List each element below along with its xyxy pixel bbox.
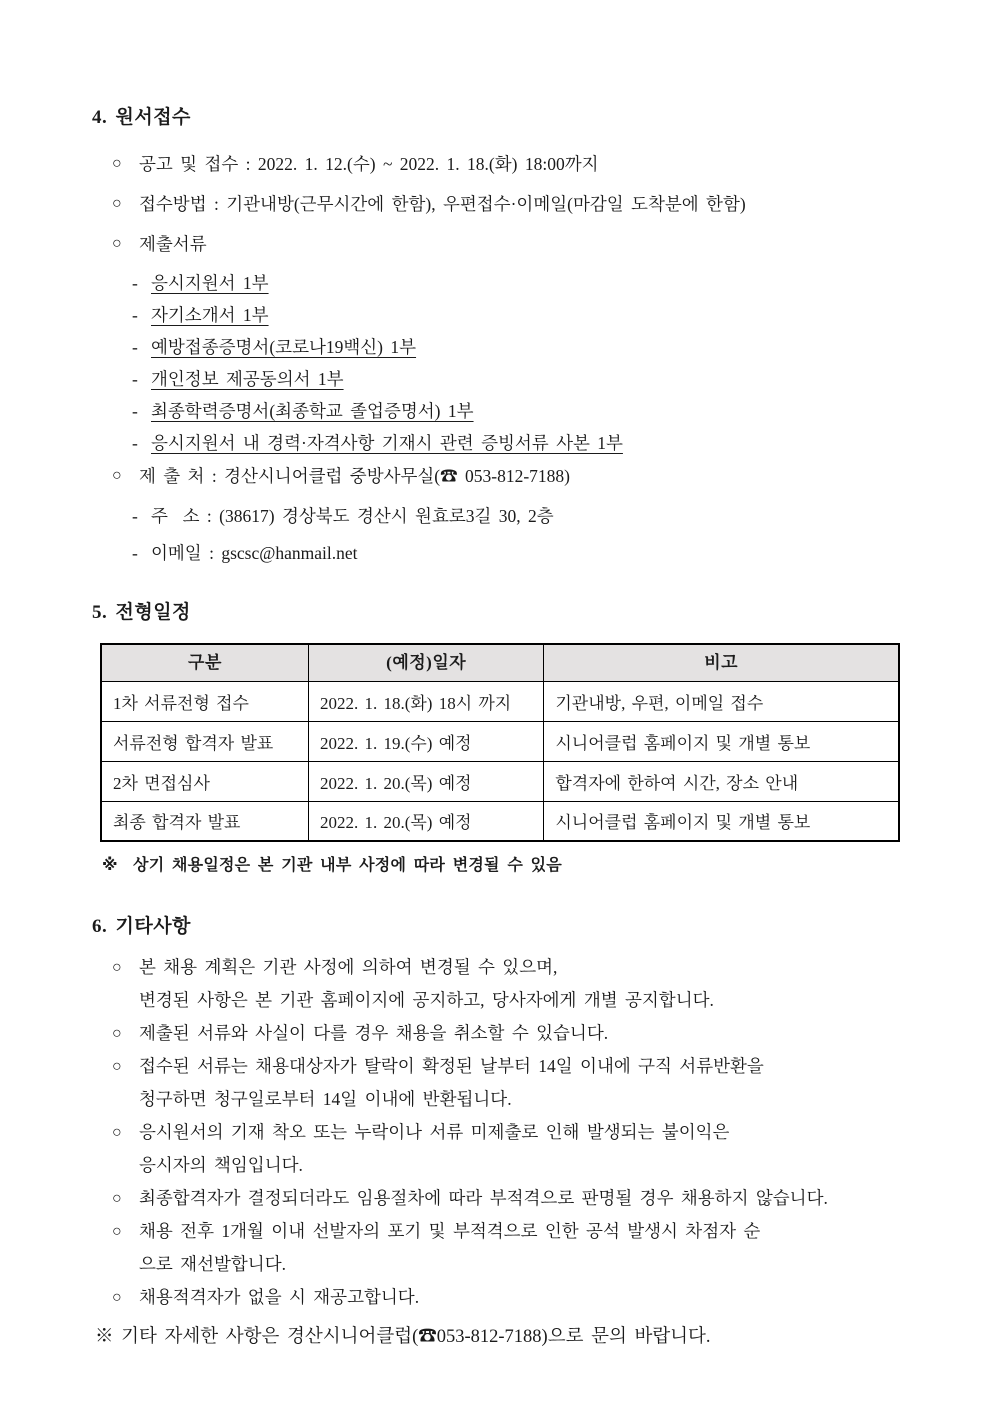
- etc-item-text: 본 채용 계획은 기관 사정에 의하여 변경될 수 있으며,: [139, 957, 558, 977]
- list-item: [112, 955, 922, 980]
- table-cell: 시니어클럽 홈페이지 및 개별 통보: [544, 801, 899, 841]
- contact-footer-note: ※ 기타 자세한 사항은 경산시니어클럽(☎053-812-7188)으로 문의 바랍니다.: [95, 1327, 711, 1347]
- table-cell: 2022. 1. 20.(목) 예정: [308, 801, 543, 841]
- section6-title: 6. 기타사항: [92, 916, 191, 937]
- section4-title: 4. 원서접수: [92, 107, 191, 128]
- application-period-text: 공고 및 접수 : 2022. 1. 12.(수) ~ 2022. 1. 18.(화) 18:00까지: [139, 154, 599, 174]
- list-item: [112, 1054, 922, 1079]
- table-cell: 최종 합격자 발표: [101, 801, 308, 841]
- schedule-change-note: ※ 상기 채용일정은 본 기관 내부 사정에 따라 변경될 수 있음: [102, 857, 562, 874]
- table-cell: 합격자에 한하여 시간, 장소 안내: [544, 761, 899, 801]
- etc-item-continuation: 으로 재선발합니다.: [139, 1254, 286, 1274]
- circle-bullet-icon: ○: [112, 1289, 122, 1306]
- etc-item-text: 제출된 서류와 사실이 다를 경우 채용을 취소할 수 있습니다.: [139, 1023, 609, 1043]
- document-item-text: 최종학력증명서(최종학교 졸업증명서) 1부: [151, 401, 474, 421]
- column-header: 비고: [544, 644, 899, 681]
- list-item: [132, 541, 922, 565]
- etc-item-continuation: 청구하면 청구일로부터 14일 이내에 반환됩니다.: [139, 1089, 512, 1109]
- list-item: [112, 464, 922, 488]
- circle-bullet-icon: ○: [112, 1058, 122, 1075]
- table-cell: 기관내방, 우편, 이메일 접수: [544, 681, 899, 721]
- etc-item-text: 최종합격자가 결정되더라도 임용절차에 따라 부적격으로 판명될 경우 채용하지 않습니다.: [139, 1188, 828, 1208]
- list-item: [132, 272, 922, 295]
- table-cell: 2차 면접심사: [101, 761, 308, 801]
- list-item: [132, 504, 922, 528]
- email-text: 이메일 : gscsc@hanmail.net: [151, 543, 358, 563]
- circle-bullet-icon: ○: [112, 1223, 122, 1240]
- circle-bullet-icon: ○: [112, 155, 122, 172]
- table-cell: 2022. 1. 20.(목) 예정: [308, 761, 543, 801]
- application-method-text: 접수방법 : 기관내방(근무시간에 한함), 우편접수·이메일(마감일 도착분에 한함): [139, 194, 746, 214]
- document-item-text: 예방접종증명서(코로나19백신) 1부: [151, 337, 417, 357]
- list-item: [132, 368, 922, 391]
- column-header: (예정)일자: [308, 644, 543, 681]
- dash-bullet: -: [132, 337, 138, 357]
- document-item-text: 응시지원서 내 경력·자격사항 기재시 관련 증빙서류 사본 1부: [151, 433, 623, 453]
- table-row: [101, 761, 899, 801]
- column-header: 구분: [101, 644, 308, 681]
- table-row: [101, 681, 899, 721]
- table-cell: 2022. 1. 18.(화) 18시 까지: [308, 681, 543, 721]
- circle-bullet-icon: ○: [112, 467, 122, 484]
- circle-bullet-icon: ○: [112, 195, 122, 212]
- etc-item-text: 응시원서의 기재 착오 또는 누락이나 서류 미제출로 인해 발생되는 불이익은: [139, 1122, 730, 1142]
- dash-bullet: -: [132, 305, 138, 325]
- table-header-row: [101, 644, 899, 681]
- etc-item-text: 접수된 서류는 채용대상자가 탈락이 확정된 날부터 14일 이내에 구직 서류반환을: [139, 1056, 764, 1076]
- address-text: 주 소 : (38617) 경상북도 경산시 원효로3길 30, 2층: [151, 506, 554, 526]
- dash-bullet: -: [132, 401, 138, 421]
- etc-item-continuation: 변경된 사항은 본 기관 홈페이지에 공지하고, 당사자에게 개별 공지합니다.: [139, 990, 714, 1010]
- document-item-text: 자기소개서 1부: [151, 305, 269, 325]
- dash-bullet: -: [132, 543, 138, 563]
- etc-item-text: 채용적격자가 없을 시 재공고합니다.: [139, 1287, 420, 1307]
- document-item-text: 응시지원서 1부: [151, 273, 269, 293]
- list-item: [112, 192, 922, 216]
- table-cell: 2022. 1. 19.(수) 예정: [308, 721, 543, 761]
- circle-bullet-icon: ○: [112, 1025, 122, 1042]
- list-item: [132, 336, 922, 359]
- list-item: [112, 152, 922, 176]
- dash-bullet: -: [132, 506, 138, 526]
- etc-item-continuation: 응시자의 책임입니다.: [139, 1155, 303, 1175]
- required-documents-label: 제출서류: [139, 234, 207, 254]
- list-item: [112, 1219, 922, 1244]
- list-item: [112, 1186, 922, 1211]
- etc-item-text: 채용 전후 1개월 이내 선발자의 포기 및 부적격으로 인한 공석 발생시 차점자 순: [139, 1221, 761, 1241]
- table-row: [101, 721, 899, 761]
- circle-bullet-icon: ○: [112, 959, 122, 976]
- table-cell: 서류전형 합격자 발표: [101, 721, 308, 761]
- table-row: [101, 801, 899, 841]
- circle-bullet-icon: ○: [112, 235, 122, 252]
- list-item: [112, 232, 922, 256]
- list-item: [112, 1120, 922, 1145]
- list-item: [132, 432, 922, 455]
- document-item-text: 개인정보 제공동의서 1부: [151, 369, 344, 389]
- document-list: [132, 272, 922, 455]
- schedule-table: [100, 643, 900, 842]
- dash-bullet: -: [132, 369, 138, 389]
- circle-bullet-icon: ○: [112, 1190, 122, 1207]
- section5-title: 5. 전형일정: [92, 602, 191, 623]
- list-item: [132, 400, 922, 423]
- list-item: [112, 1285, 922, 1310]
- circle-bullet-icon: ○: [112, 1124, 122, 1141]
- list-item: [112, 1021, 922, 1046]
- submit-to-text: 제 출 처 : 경산시니어클럽 중방사무실(☎ 053-812-7188): [139, 466, 570, 486]
- dash-bullet: -: [132, 433, 138, 453]
- dash-bullet: -: [132, 273, 138, 293]
- list-item: [132, 304, 922, 327]
- table-cell: 1차 서류전형 접수: [101, 681, 308, 721]
- table-cell: 시니어클럽 홈페이지 및 개별 통보: [544, 721, 899, 761]
